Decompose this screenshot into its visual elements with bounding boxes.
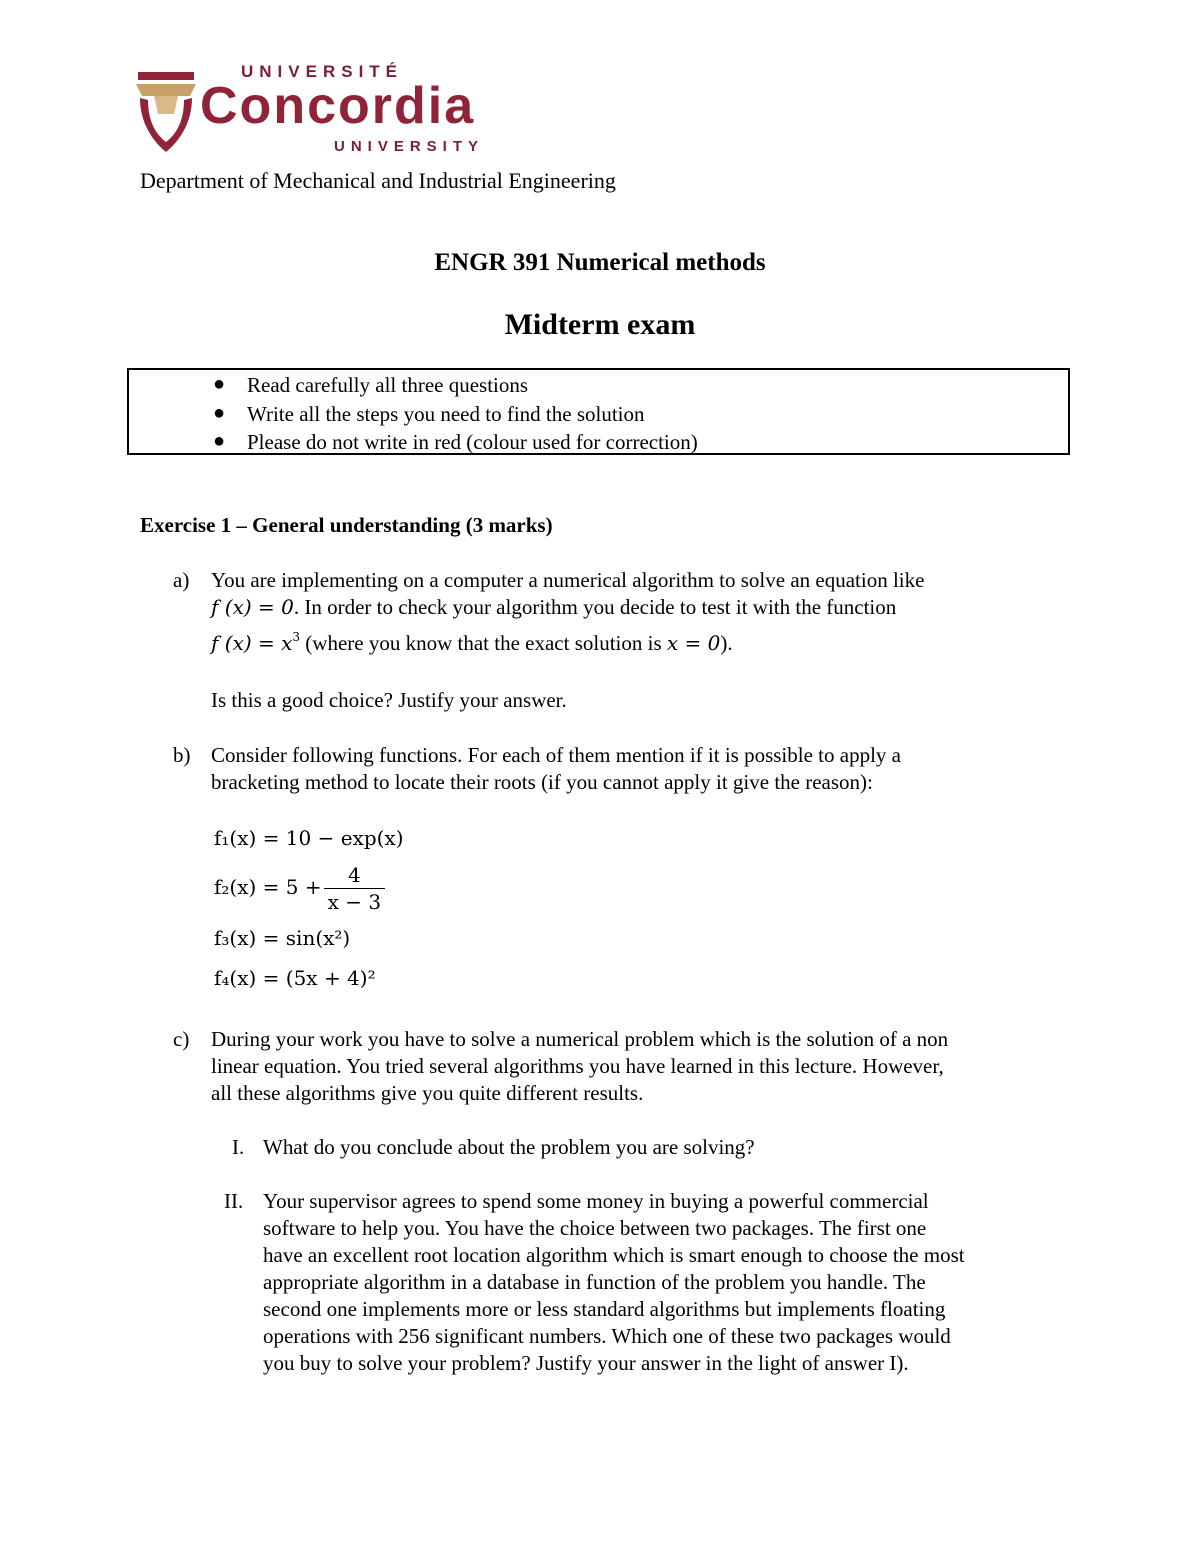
question-c-line-1: During your work you have to solve a numerical problem which is the solution of a non bbox=[211, 1027, 949, 1051]
course-title: ENGR 391 Numerical methods bbox=[434, 249, 766, 276]
question-c-line-3: all these algorithms give you quite different results. bbox=[211, 1081, 644, 1105]
subquestion-ii-line-4: appropriate algorithm in a database in function of the problem you handle. The bbox=[263, 1270, 926, 1294]
function-f4: f₄(x) = (5x + 4)² bbox=[214, 966, 376, 990]
logo-bottom-text: UNIVERSITY bbox=[334, 138, 485, 155]
question-a-line-3: f $(x) = x^3$ (where you know that the exact solution is x = 0). bbox=[211, 630, 733, 655]
exam-title: Midterm exam bbox=[504, 308, 696, 341]
department: Department of Mechanical and Industrial Engineering bbox=[140, 168, 616, 193]
subquestion-ii-line-3: have an excellent root location algorithm which is smart enough to choose the most bbox=[263, 1243, 965, 1267]
subquestion-ii-line-7: you buy to solve your problem? Justify your answer in the light of answer I). bbox=[263, 1351, 909, 1375]
question-c-line-2: linear equation. You tried several algorithms you have learned in this lecture. However, bbox=[211, 1054, 944, 1078]
function-f3: f₃(x) = sin(x²) bbox=[214, 926, 351, 950]
university-logo bbox=[134, 62, 514, 162]
bullet-icon: ● bbox=[213, 373, 226, 395]
question-b-line-2: bracketing method to locate their roots (if you cannot apply it give the reason): bbox=[211, 770, 873, 794]
subquestion-i-label: I. bbox=[232, 1135, 245, 1159]
instruction-item: ● Write all the steps you need to find the solution bbox=[213, 402, 645, 426]
logo-top-text: UNIVERSITÉ bbox=[241, 62, 404, 81]
question-b-line-1: Consider following functions. For each of them mention if it is possible to apply a bbox=[211, 743, 901, 767]
subquestion-ii-line-6: operations with 256 significant numbers. Which one of these two packages would bbox=[263, 1324, 951, 1348]
subquestion-ii-line-5: second one implements more or less standard algorithms but implements floating bbox=[263, 1297, 946, 1321]
question-b-label: b) bbox=[173, 743, 191, 767]
question-c-label: c) bbox=[173, 1027, 190, 1051]
equation-fx-zero: f (x) = 0 bbox=[211, 595, 294, 619]
concordia-shield-icon bbox=[134, 66, 198, 154]
subquestion-ii-line-1: Your supervisor agrees to spend some money in buying a powerful commercial bbox=[263, 1189, 929, 1213]
question-a-line-2: f (x) = 0. In order to check your algorithm you decide to test it with the function bbox=[211, 595, 897, 619]
subquestion-i-text: What do you conclude about the problem you are solving? bbox=[263, 1135, 755, 1159]
instruction-item: ● Read carefully all three questions bbox=[213, 373, 529, 397]
subquestion-ii-label: II. bbox=[224, 1189, 244, 1213]
equation-x-zero: x = 0 bbox=[666, 631, 721, 655]
logo-main-text: Concordia bbox=[200, 77, 476, 135]
function-f2: f₂(x) = 5 + $\frac{4}{x - 3}$ bbox=[214, 862, 385, 915]
question-a-prompt: Is this a good choice? Justify your answer. bbox=[211, 688, 567, 712]
instructions-box bbox=[127, 368, 1070, 455]
fraction: $\frac{4}{x - 3}$ bbox=[324, 862, 385, 915]
exercise-1-title: Exercise 1 – General understanding (3 marks) bbox=[140, 513, 553, 537]
bullet-icon: ● bbox=[213, 430, 226, 452]
question-a-line-1: You are implementing on a computer a numerical algorithm to solve an equation like bbox=[211, 568, 925, 592]
equation-fx-cubed: f $(x) = x^3$ bbox=[211, 630, 301, 655]
subquestion-ii-line-2: software to help you. You have the choice between two packages. The first one bbox=[263, 1216, 927, 1240]
instruction-item: ● Please do not write in red (colour used for correction) bbox=[213, 430, 698, 454]
function-f1: f₁(x) = 10 − exp(x) bbox=[214, 826, 404, 850]
bullet-icon: ● bbox=[213, 402, 226, 424]
question-a-label: a) bbox=[173, 568, 190, 592]
